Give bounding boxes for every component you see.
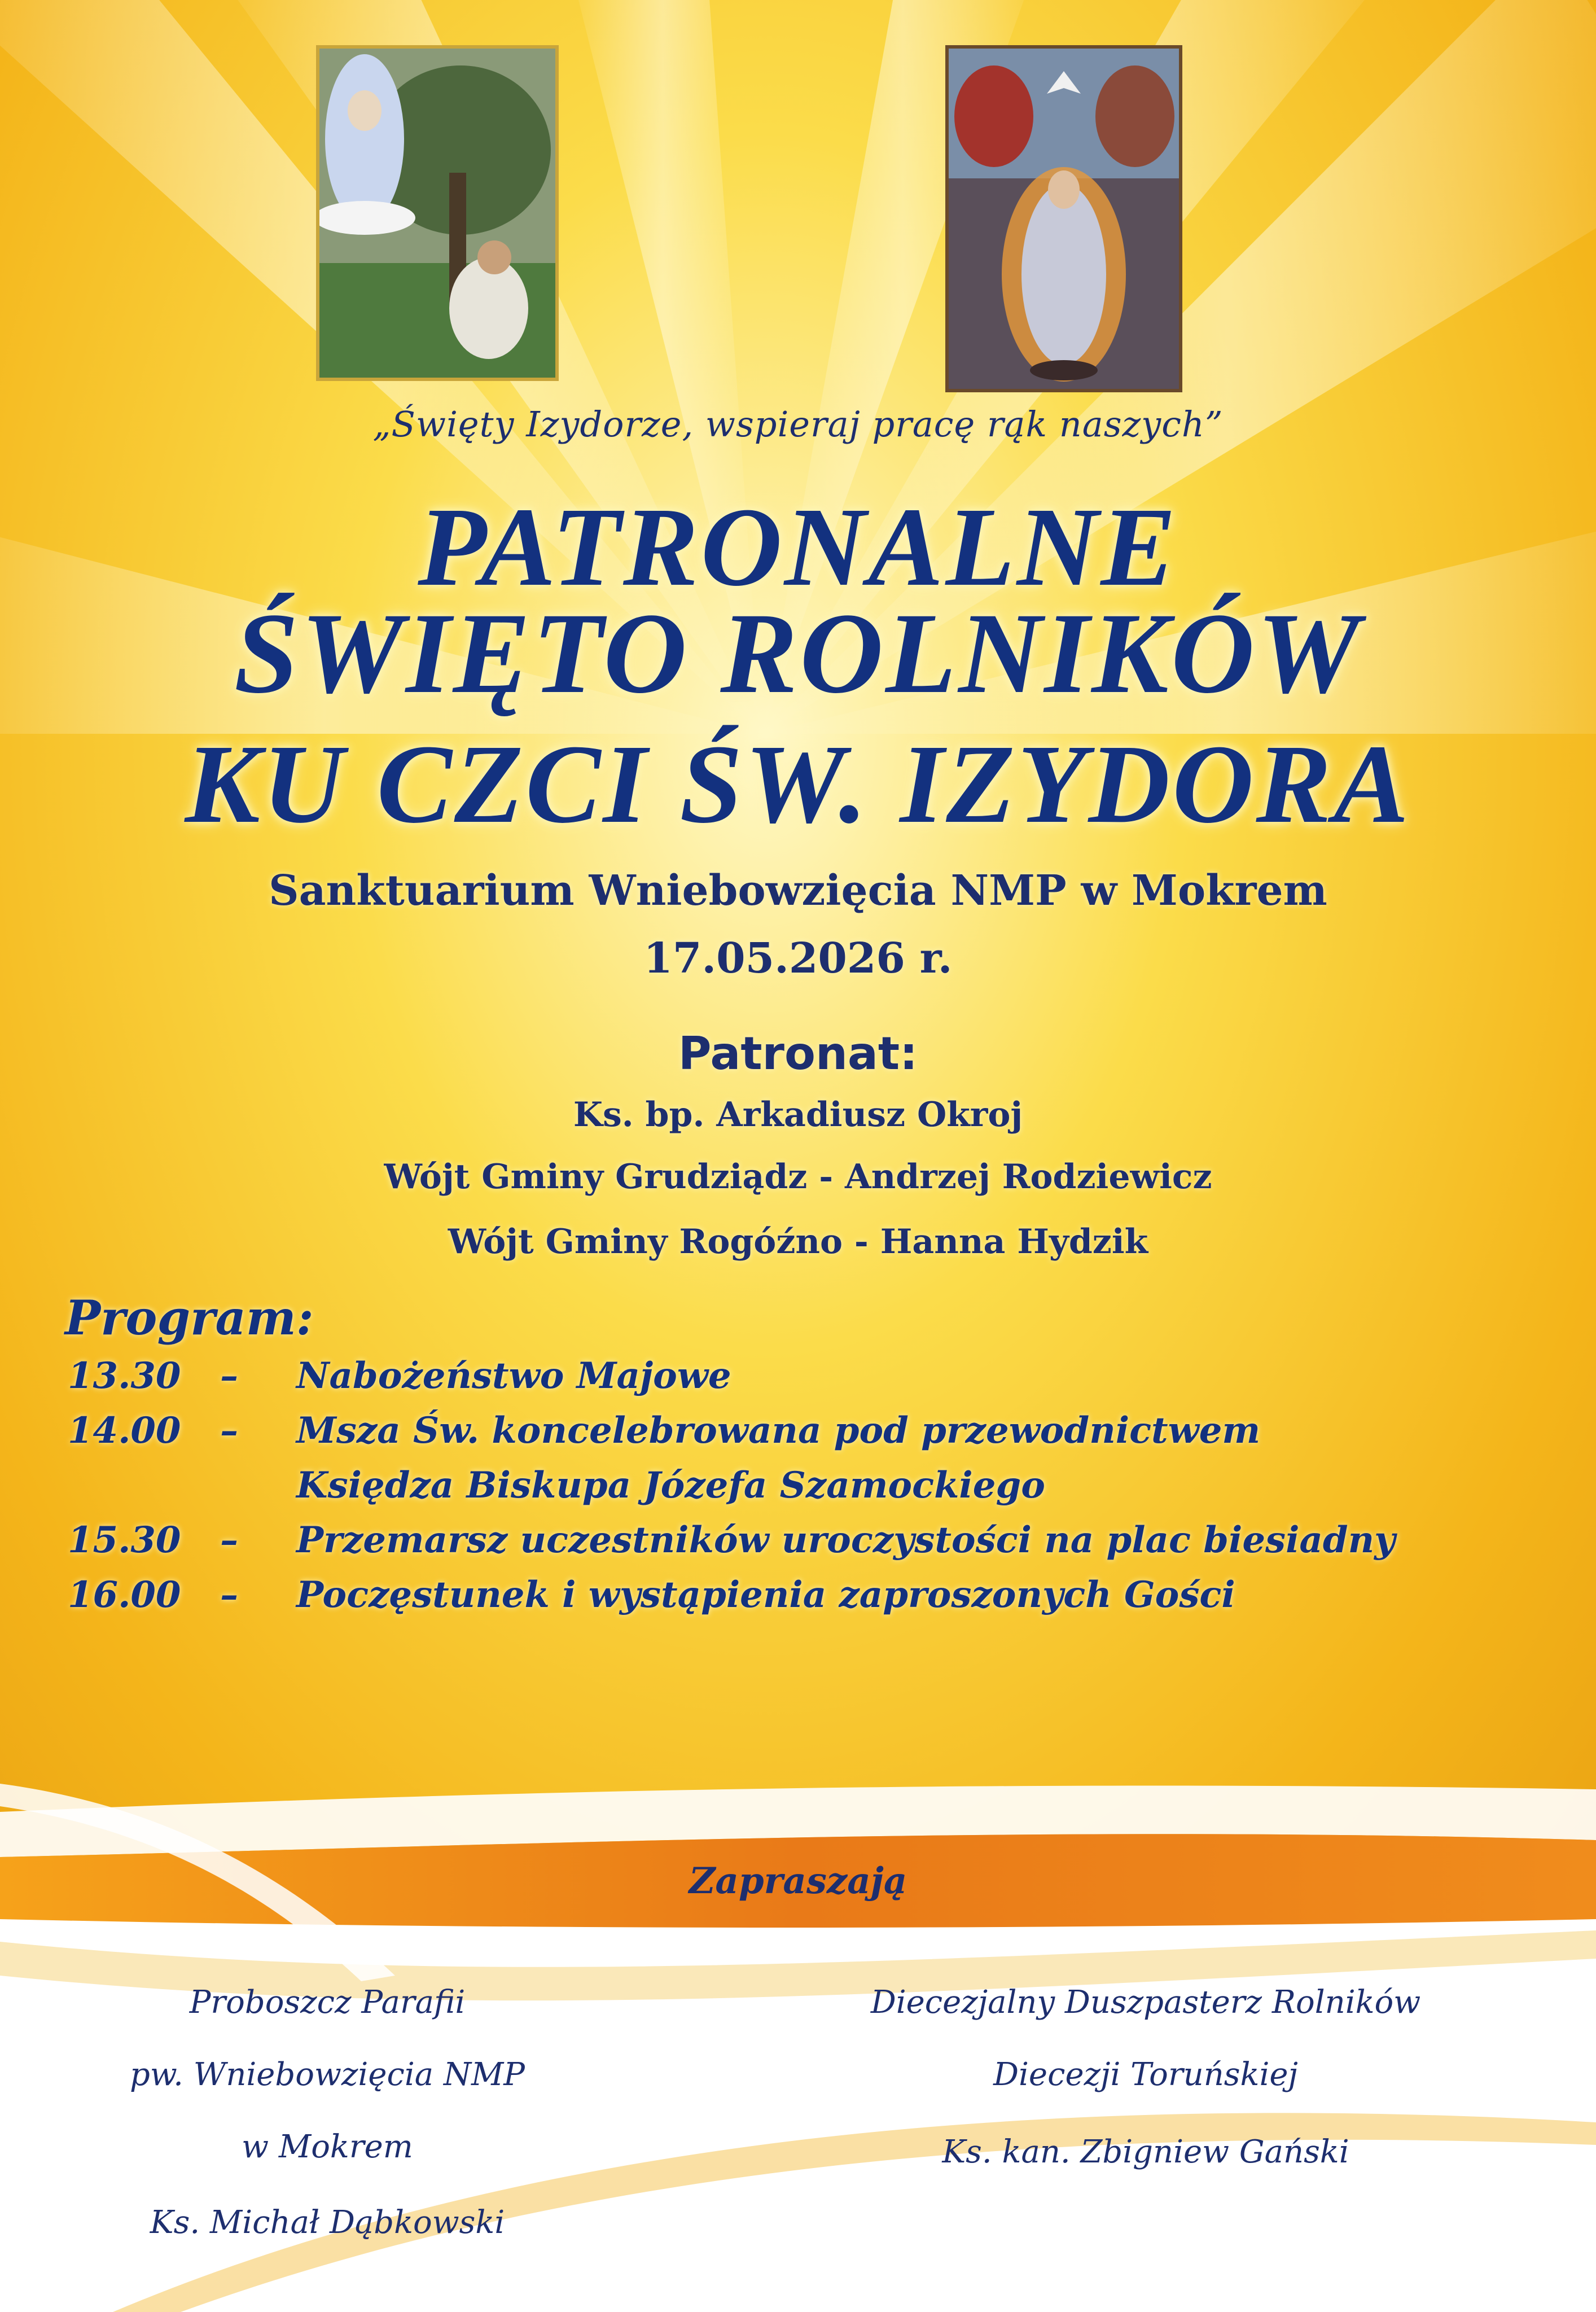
program-dash: – — [220, 1409, 238, 1452]
program-description: Poczęstunek i wystąpienia zaproszonych Gości — [296, 1574, 1235, 1616]
program-dash: – — [220, 1355, 238, 1397]
patronage-heading: Patronat: — [678, 1027, 918, 1080]
program-description: Nabożeństwo Majowe — [296, 1355, 731, 1397]
patronage-item: Wójt Gminy Grudziądz - Andrzej Rodziewicz — [384, 1157, 1212, 1197]
organizer-left-line: Proboszcz Parafii — [189, 1984, 466, 2021]
invite-heading: Zapraszają — [689, 1860, 907, 1902]
organizer-right-line: Diecezji Toruńskiej — [993, 2056, 1298, 2093]
program-dash: – — [220, 1574, 238, 1616]
organizer-left-line: w Mokrem — [242, 2129, 413, 2165]
devotional-painting-icon — [319, 49, 555, 378]
program-description: Księdza Biskupa Józefa Szamockiego — [296, 1464, 1045, 1507]
event-date: 17.05.2026 r. — [643, 934, 953, 983]
patronage-item: Wójt Gminy Rogóźno - Hanna Hydzik — [448, 1222, 1148, 1262]
patronage-item: Ks. bp. Arkadiusz Okroj — [573, 1095, 1023, 1135]
venue: Sanktuarium Wniebowzięcia NMP w Mokrem — [269, 866, 1327, 915]
program-time: 15.30 — [68, 1519, 181, 1561]
program-time: 14.00 — [68, 1409, 181, 1452]
title-line-2: ŚWIĘTO ROLNIKÓW — [234, 589, 1362, 717]
title-line-1: PATRONALNE — [418, 485, 1178, 610]
organizer-right-line: Diecezjalny Duszpasterz Rolników — [870, 1984, 1421, 2021]
title-line-3: KU CZCI ŚW. IZYDORA — [185, 722, 1411, 847]
program-heading: Program: — [65, 1290, 314, 1346]
devotional-painting-icon — [949, 49, 1179, 389]
organizer-left-line: pw. Wniebowzięcia NMP — [130, 2056, 525, 2093]
program-description: Msza Św. koncelebrowana pod przewodnictwem — [296, 1409, 1261, 1452]
organizer-right-name: Ks. kan. Zbigniew Gański — [942, 2134, 1349, 2170]
program-time: 13.30 — [68, 1355, 181, 1397]
program-description: Przemarsz uczestników uroczystości na plac biesiadny — [296, 1519, 1396, 1561]
painting-saint-isidore — [316, 45, 559, 381]
motto: „Święty Izydorze, wspieraj pracę rąk naszych” — [372, 404, 1224, 445]
program-time: 16.00 — [68, 1574, 181, 1616]
organizer-left-name: Ks. Michał Dąbkowski — [150, 2204, 505, 2241]
program-dash: – — [220, 1519, 238, 1561]
painting-virgin-coronation — [945, 45, 1182, 392]
